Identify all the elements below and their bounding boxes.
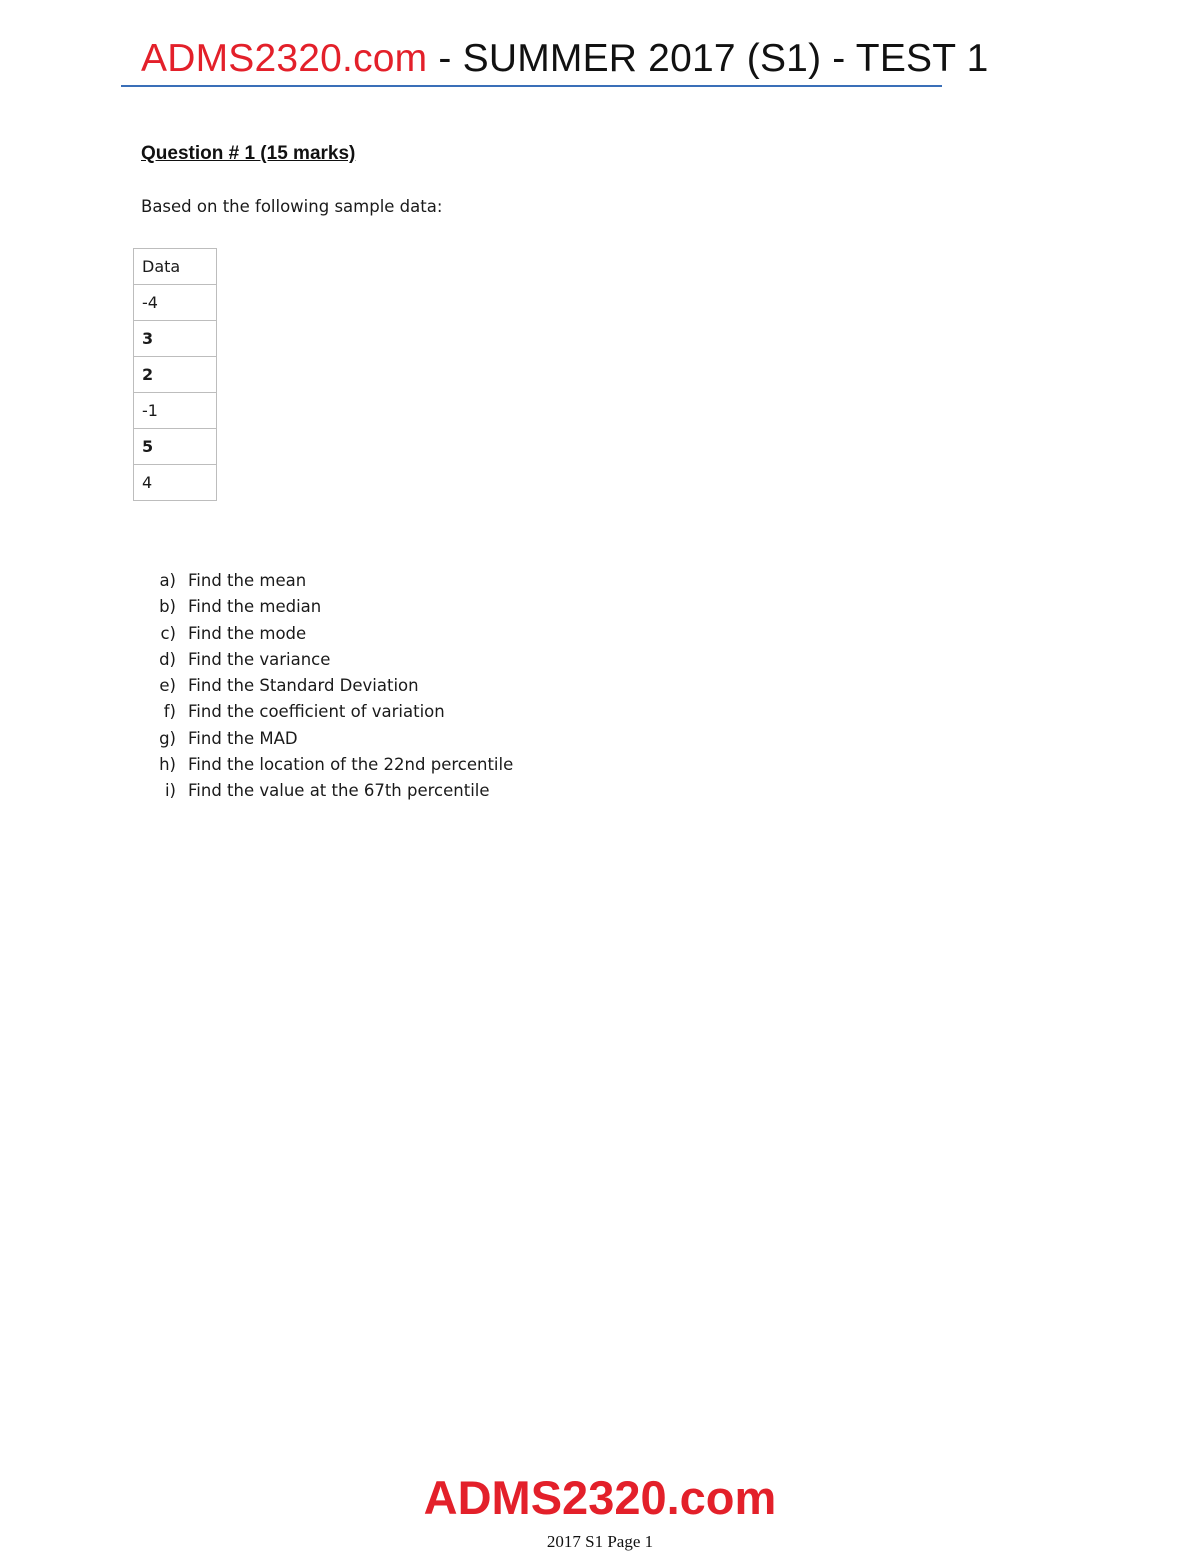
question-intro: Based on the following sample data: bbox=[141, 197, 443, 216]
part-letter: a) bbox=[159, 571, 176, 590]
table-row bbox=[134, 429, 217, 465]
part-letter: d) bbox=[159, 649, 176, 669]
table-cell: 2 bbox=[134, 357, 217, 393]
part-text: Find the coefficient of variation bbox=[188, 702, 445, 722]
part-text: Find the variance bbox=[188, 649, 331, 669]
list-item bbox=[141, 778, 513, 804]
part-letter: c) bbox=[160, 623, 176, 643]
list-item bbox=[141, 568, 513, 594]
page-header-title bbox=[141, 36, 989, 82]
table-cell: -1 bbox=[134, 393, 217, 429]
list-item bbox=[141, 594, 513, 620]
table-header-cell: Data bbox=[134, 249, 217, 285]
list-item bbox=[141, 699, 513, 725]
question-title: Question # 1 (15 marks) bbox=[141, 143, 356, 164]
table-row bbox=[134, 357, 217, 393]
part-text: Find the Standard Deviation bbox=[188, 676, 419, 696]
header-brand: ADMS2320.com bbox=[141, 37, 428, 80]
part-text: Find the median bbox=[188, 597, 322, 617]
list-item bbox=[141, 621, 513, 647]
header-divider bbox=[121, 85, 942, 87]
table-row bbox=[134, 393, 217, 429]
part-letter: i) bbox=[164, 781, 176, 801]
part-text: Find the location of the 22nd percentile bbox=[188, 755, 514, 775]
table-cell: 4 bbox=[134, 465, 217, 501]
question-parts-list bbox=[141, 568, 513, 805]
footer-brand: ADMS2320.com bbox=[423, 1471, 777, 1524]
part-letter: h) bbox=[159, 755, 176, 775]
table-row bbox=[134, 285, 217, 321]
list-item bbox=[141, 726, 513, 752]
list-item bbox=[141, 673, 513, 699]
table-cell: 5 bbox=[134, 429, 217, 465]
part-text: Find the value at the 67th percentile bbox=[188, 781, 490, 801]
table-header-row bbox=[134, 249, 217, 285]
part-text: Find the mean bbox=[188, 571, 307, 590]
page-number: 2017 S1 Page 1 bbox=[546, 1532, 654, 1551]
list-item bbox=[141, 647, 513, 673]
part-text: Find the mode bbox=[188, 623, 307, 643]
table-cell: 3 bbox=[134, 321, 217, 357]
part-text: Find the MAD bbox=[188, 728, 298, 748]
table-cell: -4 bbox=[134, 285, 217, 321]
part-letter: g) bbox=[159, 728, 176, 748]
part-letter: f) bbox=[163, 702, 176, 722]
sample-data-table bbox=[133, 248, 217, 501]
part-letter: e) bbox=[159, 676, 176, 696]
part-letter: b) bbox=[159, 597, 176, 617]
header-title-rest: - SUMMER 2017 (S1) - TEST 1 bbox=[427, 37, 989, 80]
list-item bbox=[141, 752, 513, 778]
table-row bbox=[134, 321, 217, 357]
table-row bbox=[134, 465, 217, 501]
